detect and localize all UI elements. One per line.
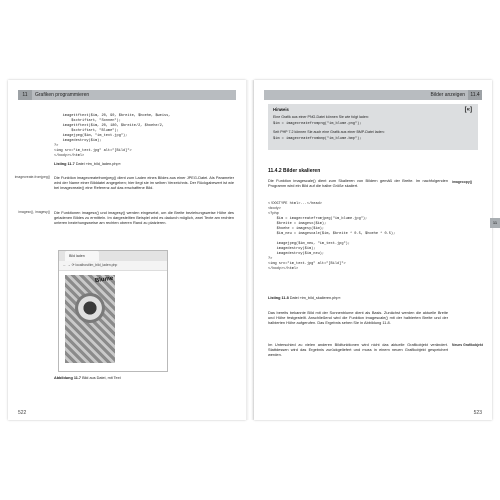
right-listing-caption: [268, 296, 341, 300]
margin-note-imagescale: imagecopy(): [452, 180, 472, 184]
code-line: $hoehe = imagesy($im);: [268, 227, 325, 231]
code-line: $breite = imagesx($im);: [268, 222, 327, 226]
code-line: </body></html>: [268, 267, 299, 271]
right-paragraph-3: Im Unterschied zu vielen anderen Bildfunktionen wird nicht das aktuelle Grafikobjekt verändert. Stattdessen wird das Ergebnis zurückgeliefert und muss in einem neuen Grafikobjekt gespeichert werden.: [268, 342, 448, 358]
margin-note-imagesx: imagesx(), imagesy(): [18, 210, 50, 214]
listing-label: Listing 11.7: [54, 162, 75, 166]
code-line: <!DOCTYPE html>...</head>: [268, 202, 322, 206]
left-page: [8, 80, 246, 420]
right-section-number: 11.4: [468, 90, 482, 100]
code-line: $schriftart, "Sonnen");: [54, 119, 121, 123]
figure-label: Abbildung 11.7: [54, 376, 82, 380]
left-code-block: [54, 114, 170, 159]
code-line: imagedestroy($im_neu);: [268, 252, 325, 256]
book-gutter: [246, 80, 254, 420]
flower-shape: [75, 293, 105, 323]
chapter-thumb-tab: 11: [490, 218, 500, 228]
sunflower-image: [65, 275, 115, 363]
hint-title: Hinweis: [273, 107, 289, 112]
right-page-number: 523: [473, 410, 482, 416]
code-line: imagejpeg($im_neu, "im_text.jpg");: [268, 242, 350, 246]
left-figure-caption: [54, 376, 121, 380]
figure-text: Bild aus Datei, mit Text: [82, 376, 121, 380]
right-page: [254, 80, 492, 420]
code-line: $im_neu = imagescale($im, $breite * 0.5, $hoehe * 0.5);: [268, 232, 396, 236]
listing-text: Datei »im_bild_skalieren.php«: [289, 296, 341, 300]
hint-line-2: Seit PHP 7.2 können Sie auch eine Grafik aus einer BMP-Datei laden:: [273, 130, 385, 134]
left-paragraph-2: Die Funktionen imagesx() und imagesy() werden eingesetzt, um die Breite beziehungsweise Höhe des geladenen Bildes zu ermitteln. Im dargestellten Beispiel wird es dadurch möglich, zwei Texte am rechten unteren beziehungsweise am rechten oberen Rand zu platzieren.: [54, 210, 234, 226]
margin-note-neues-grafikobjekt: Neues Grafikobjekt: [452, 343, 483, 347]
right-paragraph-2: Das bereits bekannte Bild mit der Sonnenblume dient als Basis. Zunächst werden die aktuelle Breite und Höhe festgestellt. Anschließend wird die Funktion imagescale() mit der halbierten Breite und der halbierten Höhe aufgerufen. Das Ergebnis sehen Sie in Abbildung 11.8.: [268, 310, 448, 326]
code-line: $schriftart, "Blume");: [54, 129, 119, 133]
section-heading: 11.4.2 Bilder skalieren: [268, 168, 321, 174]
left-chapter-number: 11: [18, 90, 32, 100]
back-arrow-icon: ← → ⟳: [63, 263, 76, 267]
code-line: ?>: [268, 257, 273, 261]
code-line: imagedestroy($im);: [54, 139, 102, 143]
browser-address-bar: [59, 261, 167, 271]
browser-screenshot: [58, 250, 168, 372]
listing-text: Datei »im_bild_laden.php«: [75, 162, 121, 166]
right-paragraph-1: Die Funktion imagescale() dient zum Skalieren von Bildern gemäß der Breite. Im nachfolgenden Programm wird ein Bild auf die halbe Größe skaliert.: [268, 178, 448, 189]
code-line: imagettftext($im, 20, 180, $breite/2, $hoehe/2,: [54, 124, 164, 128]
code-line: <img src="im_text.jpg" alt="[Bild]">: [54, 149, 132, 153]
left-running-header: [18, 90, 236, 100]
code-line: $im = imagecreatefromjpeg("im_blume.jpg");: [268, 217, 368, 221]
code-line: imagettftext($im, 20, 90, $breite, $hoehe, $weiss,: [54, 114, 171, 118]
code-line: <body>: [268, 207, 281, 211]
right-code-block: [268, 202, 395, 272]
image-text-overlay: Blume: [94, 275, 114, 285]
code-line: imagejpeg($im, "im_text.jpg");: [54, 134, 128, 138]
right-running-header: [264, 90, 482, 100]
right-section-title: Bilder anzeigen: [430, 92, 465, 98]
browser-url: localhost/im_bild_laden.php: [75, 263, 118, 267]
margin-note-imagecreatefromjpeg: imagecreate-fromjpeg(): [14, 175, 50, 179]
left-listing-caption: [54, 162, 121, 166]
code-line: <?php: [268, 212, 279, 216]
hint-line-1: Eine Grafik aus einer PNG-Datei können Sie wie folgt laden:: [273, 115, 369, 119]
left-paragraph-1: Die Funktion imagecreatefromjpeg() dient zum Laden eines Bildes aus einer JPEG-Datei. Als Parameter wird der Name einer Bilddatei angegeben; hier liegt sie im selben Verzeichnis. Der Rückgabewert ist wie bei imagecreate() eine Referenz auf das erschaffene Bild.: [54, 175, 234, 191]
browser-tab-bar: [59, 251, 167, 261]
hint-code-2: $im = imagecreatefrombmp("im_blume.bmp");: [273, 137, 362, 141]
browser-tab: Bild laden: [65, 251, 99, 261]
hint-code-1: $im = imagecreatefrompng("im_blume.png");: [273, 122, 362, 126]
code-line: </body></html>: [54, 154, 85, 158]
code-line: imagedestroy($im);: [268, 247, 316, 251]
hint-box: [268, 104, 478, 150]
code-line: ?>: [54, 144, 59, 148]
listing-label: Listing 11.8: [268, 296, 289, 300]
left-page-number: 522: [18, 410, 27, 416]
hint-icon: [«]: [464, 107, 472, 113]
code-line: <img src="im_text.jpg" alt="[Bild]">: [268, 262, 346, 266]
left-chapter-title: Grafiken programmieren: [35, 92, 90, 98]
